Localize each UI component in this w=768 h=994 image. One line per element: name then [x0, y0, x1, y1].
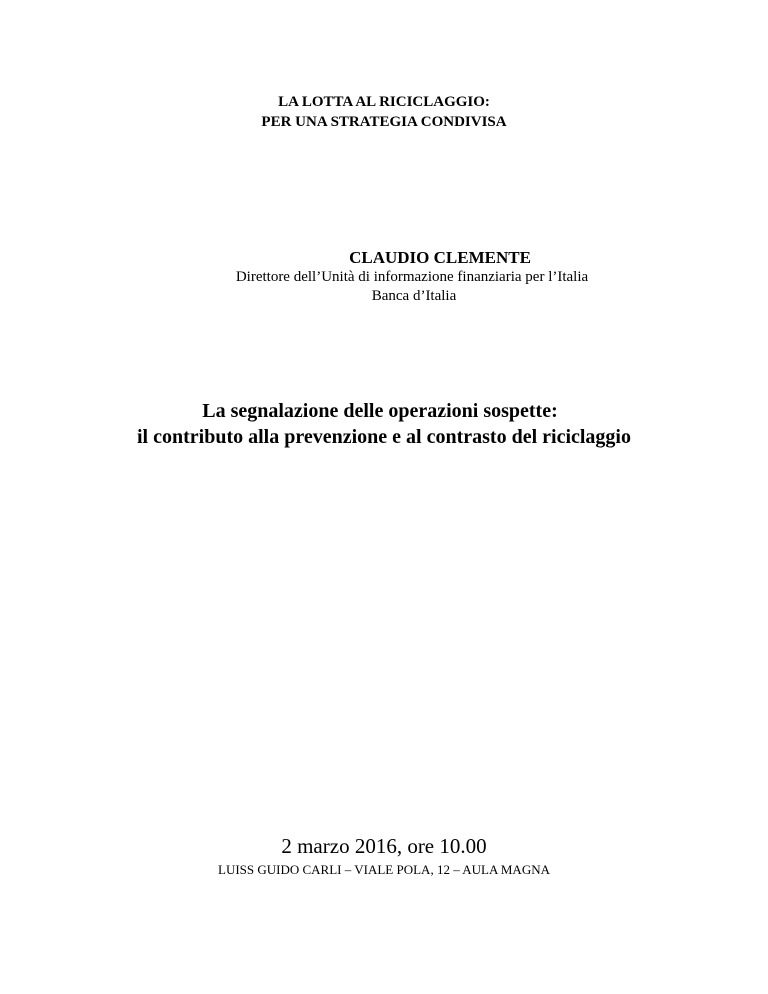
event-title-line-1: LA LOTTA AL RICICLAGGIO:	[278, 94, 490, 110]
event-date: 2 marzo 2016, ore 10.00	[281, 834, 487, 858]
talk-title	[0, 398, 768, 450]
event-venue: LUISS GUIDO CARLI – VIALE POLA, 12 – AULA MAGNA	[218, 862, 550, 877]
talk-title-line-1: La segnalazione delle operazioni sospette:	[202, 400, 558, 422]
talk-title-line-2: il contributo alla prevenzione e al contrasto del riciclaggio	[136, 426, 631, 448]
event-title	[0, 92, 768, 132]
speaker-organization: Banca d’Italia	[371, 288, 457, 304]
event-title-line-2: PER UNA STRATEGIA CONDIVISA	[261, 114, 507, 130]
speaker-name: CLAUDIO CLEMENTE	[349, 248, 531, 267]
speaker-role: Direttore dell’Unità di informazione finanziaria per l’Italia	[235, 269, 589, 285]
